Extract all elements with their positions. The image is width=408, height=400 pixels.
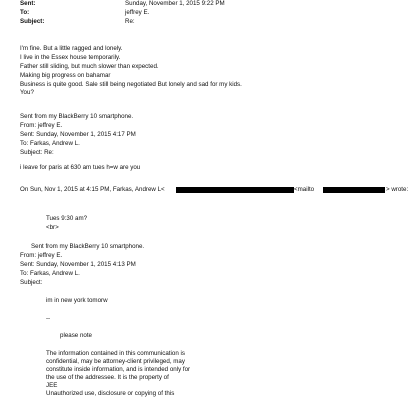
disclaimer-line: JEE: [46, 382, 58, 389]
sent-line: Sent: Sunday, November 1, 2015 4:13 PM: [20, 261, 136, 268]
to-line: To: Farkas, Andrew L.: [20, 270, 80, 277]
to-label: To:: [20, 9, 30, 16]
quote-line: Tues 9:30 am?: [46, 215, 88, 222]
quote-intro-mailto: <mailto: [294, 186, 315, 193]
subject-value: Re:: [125, 18, 135, 25]
subject-label: Subject:: [20, 18, 45, 25]
signature-line: Sent from my BlackBerry 10 smartphone.: [20, 113, 134, 120]
subject-line: Subject:: [20, 279, 43, 286]
from-line: From: jeffrey E.: [20, 252, 63, 259]
disclaimer-line: Unauthorized use, disclosure or copying of this: [46, 390, 175, 397]
message-line: im in new york tomorw: [46, 297, 108, 304]
disclaimer-line: confidential, may be attorney-client privileged, may: [46, 358, 185, 365]
body-line: I'm fine. But a little ragged and lonely.: [20, 45, 123, 52]
body-line: Making big progress on bahamar: [20, 72, 111, 79]
disclaimer-line: the use of the addressee. It is the property of: [46, 374, 169, 381]
subject-line: Subject: Re:: [20, 149, 54, 156]
redaction-bar: [323, 187, 385, 193]
quote-intro-end: > wrote:: [386, 186, 408, 193]
body-line: Business is quite good. Sale still being negotiated But lonely and sad for my kids.: [20, 81, 242, 88]
quote-intro-start: On Sun, Nov 1, 2015 at 4:15 PM, Farkas, Andrew L<: [20, 186, 165, 193]
from-line: From: jeffrey E.: [20, 122, 63, 129]
disclaimer-line: constitute inside information, and is intended only for: [46, 366, 191, 373]
to-value: jeffrey E.: [125, 9, 150, 16]
quote-line: <br>: [46, 224, 59, 231]
message-line: i leave for paris at 630 am tues h=w are you: [20, 164, 141, 171]
disclaimer-line: The information contained in this communication is: [46, 350, 185, 357]
body-line: Father still sliding, but much slower than expected.: [20, 63, 159, 70]
dashes-line: --: [46, 315, 51, 322]
sent-label: Sent:: [20, 0, 36, 7]
sent-value: Sunday, November 1, 2015 9:22 PM: [125, 0, 225, 7]
signature-line: Sent from my BlackBerry 10 smartphone.: [31, 243, 145, 250]
please-note-line: please note: [60, 332, 92, 339]
redaction-bar: [176, 187, 294, 193]
body-line: I live in the Essex house temporarily.: [20, 54, 121, 61]
sent-line: Sent: Sunday, November 1, 2015 4:17 PM: [20, 131, 136, 138]
to-line: To: Farkas, Andrew L.: [20, 140, 80, 147]
body-line: You?: [20, 89, 34, 96]
